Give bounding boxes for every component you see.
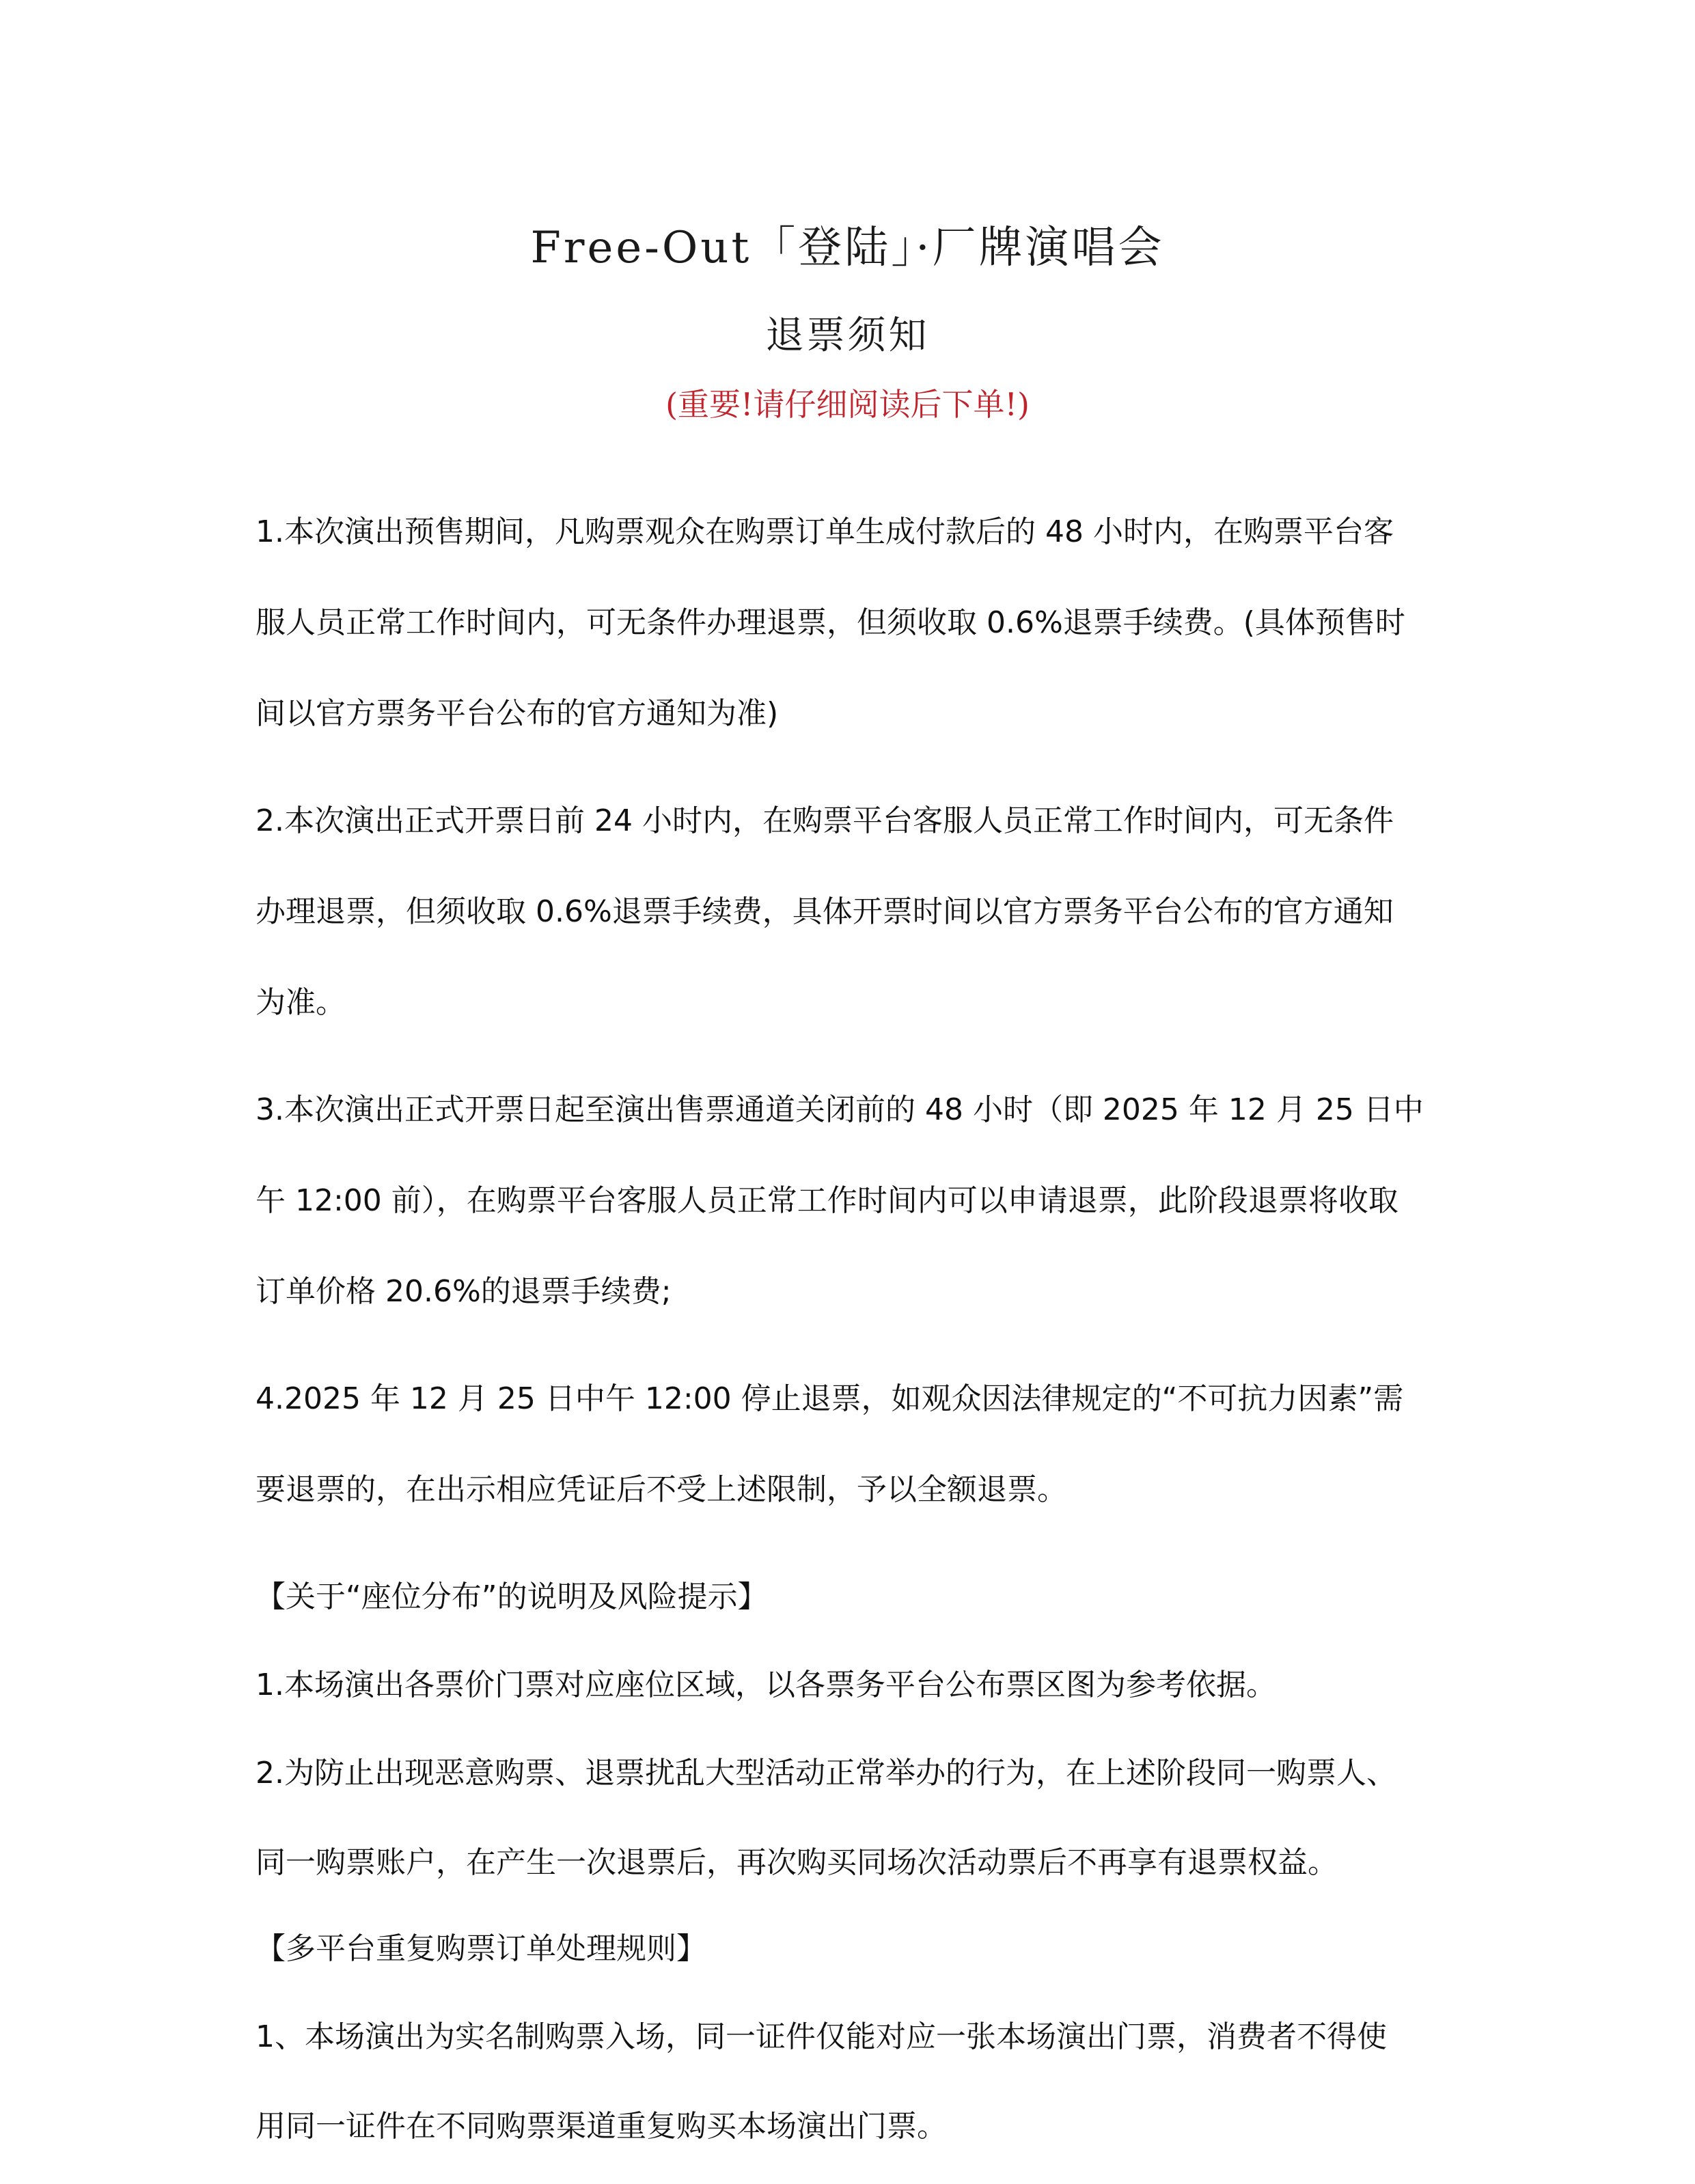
body-text-line: 同一购票账户，在产生一次退票后，再次购买同场次活动票后不再享有退票权益。 [256,1845,1338,1880]
body-text-line: 办理退票，但须收取 0.6%退票手续费，具体开票时间以官方票务平台公布的官方通知 [256,894,1394,929]
body-text-line: 为准。 [256,985,346,1020]
body-text-line: 3.本次演出正式开票日起至演出售票通道关闭前的 48 小时（即 2025 年 12 月 25 日中 [256,1092,1424,1127]
body-text-line: 要退票的，在出示相应凭证后不受上述限制，予以全额退票。 [256,1472,1067,1507]
document-title: Free-Out「登陆」·厂牌演唱会 [530,223,1165,273]
body-text-line: 1、本场演出为实名制购票入场，同一证件仅能对应一张本场演出门票，消费者不得使 [256,2019,1387,2054]
body-text-line: 1.本场演出各票价门票对应座位区域，以各票务平台公布票区图为参考依据。 [256,1668,1276,1702]
body-text-line: 2.为防止出现恶意购票、退票扰乱大型活动正常举办的行为，在上述阶段同一购票人、 [256,1756,1396,1791]
section-heading: 【多平台重复购票订单处理规则】 [256,1931,706,1966]
body-text-line: 4.2025 年 12 月 25 日中午 12:00 停止退票，如观众因法律规定的“不可抗力因素”需 [256,1381,1404,1416]
document-subtitle: 退票须知 [765,314,930,358]
body-text-line: 用同一证件在不同购票渠道重复购买本场演出门票。 [256,2109,947,2144]
body-text-line: 2.本次演出正式开票日前 24 小时内，在购票平台客服人员正常工作时间内，可无条件 [256,803,1394,838]
body-text-line: 订单价格 20.6%的退票手续费; [256,1274,672,1309]
body-text-line: 午 12:00 前），在购票平台客服人员正常工作时间内可以申请退票，此阶段退票将收取 [256,1183,1398,1218]
body-text-line: 服人员正常工作时间内，可无条件办理退票，但须收取 0.6%退票手续费。(具体预售时 [256,605,1405,640]
important-warning: (重要!请仔细阅读后下单!) [665,386,1030,423]
section-heading: 【关于“座位分布”的说明及风险提示】 [256,1579,768,1614]
body-text-line: 间以官方票务平台公布的官方通知为准) [256,696,779,731]
body-text-line: 1.本次演出预售期间，凡购票观众在购票订单生成付款后的 48 小时内，在购票平台客 [256,514,1394,549]
